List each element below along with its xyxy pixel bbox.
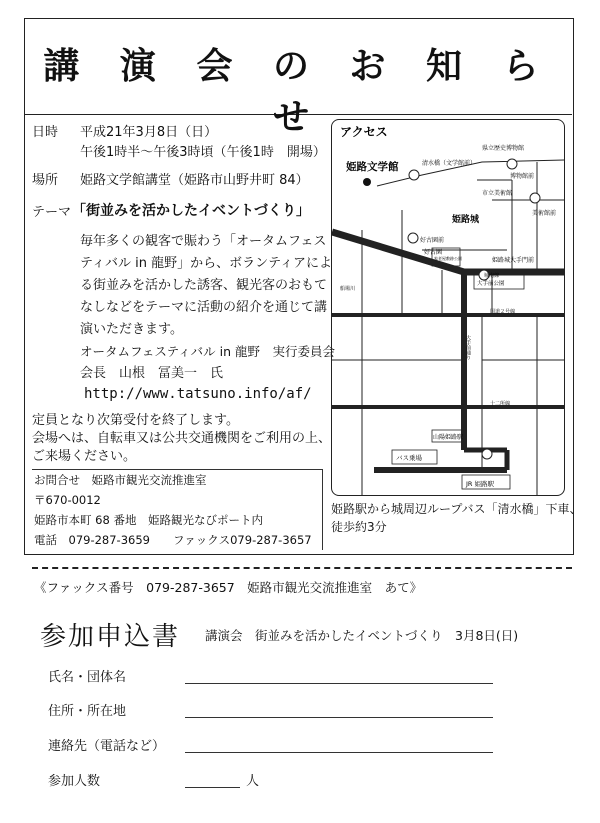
label-hakubutsukan: 博物館前 [510, 173, 535, 180]
label-bijutsukan: 美術館前 [532, 210, 557, 217]
body-line-7: 会長 山根 冨美一 氏 [80, 366, 224, 381]
place-value: 姫路文学館講堂（姫路市山野井町 84） [80, 173, 309, 188]
date-line2: 午後1時半～午後3時頃（午後1時 開場） [80, 145, 326, 160]
body-line-3: る街並みを活かした誘客、観光客のおもて [80, 278, 328, 293]
field-contact-label: 連絡先（電話など） [48, 739, 166, 754]
contact-phone: 電話 079-287-3659 ファックス079-287-3657 [34, 533, 312, 547]
field-address-input[interactable] [185, 717, 493, 718]
label-river: 船場川 [340, 286, 356, 292]
label-kodomo: 家老屋敷跡公園 [434, 256, 462, 261]
note-line-3: ご来場ください。 [32, 449, 137, 464]
place-label: 場所 [32, 173, 59, 188]
body-line-6: オータムフェスティバル in 龍野 実行委員会 [80, 344, 335, 359]
note-line-1: 定員となり次第受付を終了します。 [32, 413, 239, 428]
label-bungakukan: 姫路文学館 [346, 161, 399, 173]
label-kochomae: 好古園前 [420, 237, 445, 244]
map-title: アクセス [340, 125, 388, 139]
body-line-5: 演いただきます。 [80, 322, 183, 337]
access-map [331, 119, 565, 496]
website-link[interactable]: http://www.tatsuno.info/af/ [84, 386, 312, 402]
map-caption-1: 姫路駅から城周辺ループバス「清水橋」下車、 [331, 502, 582, 516]
contact-address: 姫路市本町 68 番地 姫路観光なびポート内 [34, 513, 263, 527]
field-contact-input[interactable] [185, 752, 493, 753]
cut-line [32, 567, 572, 569]
label-museum: 県立歴史博物館 [482, 145, 525, 152]
body-line-1: 毎年多くの観客で賑わう「オータムフェス [80, 234, 327, 249]
field-name-label: 氏名・団体名 [48, 670, 127, 685]
label-nijo: 十二所線 [490, 401, 511, 407]
label-otemon: 姫路城大手門前 [492, 257, 535, 264]
label-kokudo: 国道２号線 [490, 309, 516, 315]
page-title: 講 演 会 の お 知 ら せ [43, 46, 553, 138]
form-heading: 参加申込書 [40, 622, 181, 652]
map-graphic [332, 120, 564, 495]
label-castle: 姫路城 [452, 215, 480, 225]
date-label: 日時 [32, 125, 59, 140]
field-count-unit: 人 [246, 774, 260, 789]
label-kochoen: 好古園 [424, 249, 443, 256]
label-jr: JR 姫路駅 [466, 480, 494, 488]
map-caption-2: 徒歩約3分 [331, 520, 387, 534]
label-street: 大手前通り [465, 335, 471, 360]
field-name-input[interactable] [185, 683, 493, 684]
contact-postal: 〒670-0012 [34, 493, 101, 507]
contact-box [32, 469, 323, 550]
body-line-2: ティバル in 龍野」から、ボランティアによ [80, 256, 333, 271]
field-address-label: 住所・所在地 [48, 704, 127, 719]
date-line1: 平成21年3月8日（日） [80, 125, 218, 140]
field-count-input[interactable] [185, 787, 240, 788]
label-shimizubashi: 清水橋（文学館前） [422, 160, 477, 167]
label-ote-park: 大手前公園 [477, 281, 505, 287]
note-line-2: 会場へは、自転車又は公共交通機関をご利用の上、 [32, 431, 332, 446]
field-count-label: 参加人数 [48, 774, 101, 789]
label-city-museum: 市立美術館 [482, 190, 513, 197]
label-bus: バス乗場 [396, 454, 422, 462]
label-sanyo: 山陽姫路駅 [433, 434, 464, 441]
label-shiromae: 城南線 [484, 273, 500, 279]
theme-label: テーマ [32, 205, 72, 220]
fax-line: 《ファックス番号 079-287-3657 姫路市観光交流推進室 あて》 [34, 580, 423, 595]
bungakukan-marker [363, 178, 371, 186]
contact-title: お問合せ 姫路市観光交流推進室 [34, 473, 207, 487]
form-subtitle: 講演会 街並みを活かしたイベントづくり 3月8日(日) [205, 628, 519, 643]
body-line-4: なしなどをテーマに活動の紹介を通じて講 [80, 300, 328, 315]
theme-value: 「街並みを活かしたイベントづくり」 [72, 203, 310, 219]
